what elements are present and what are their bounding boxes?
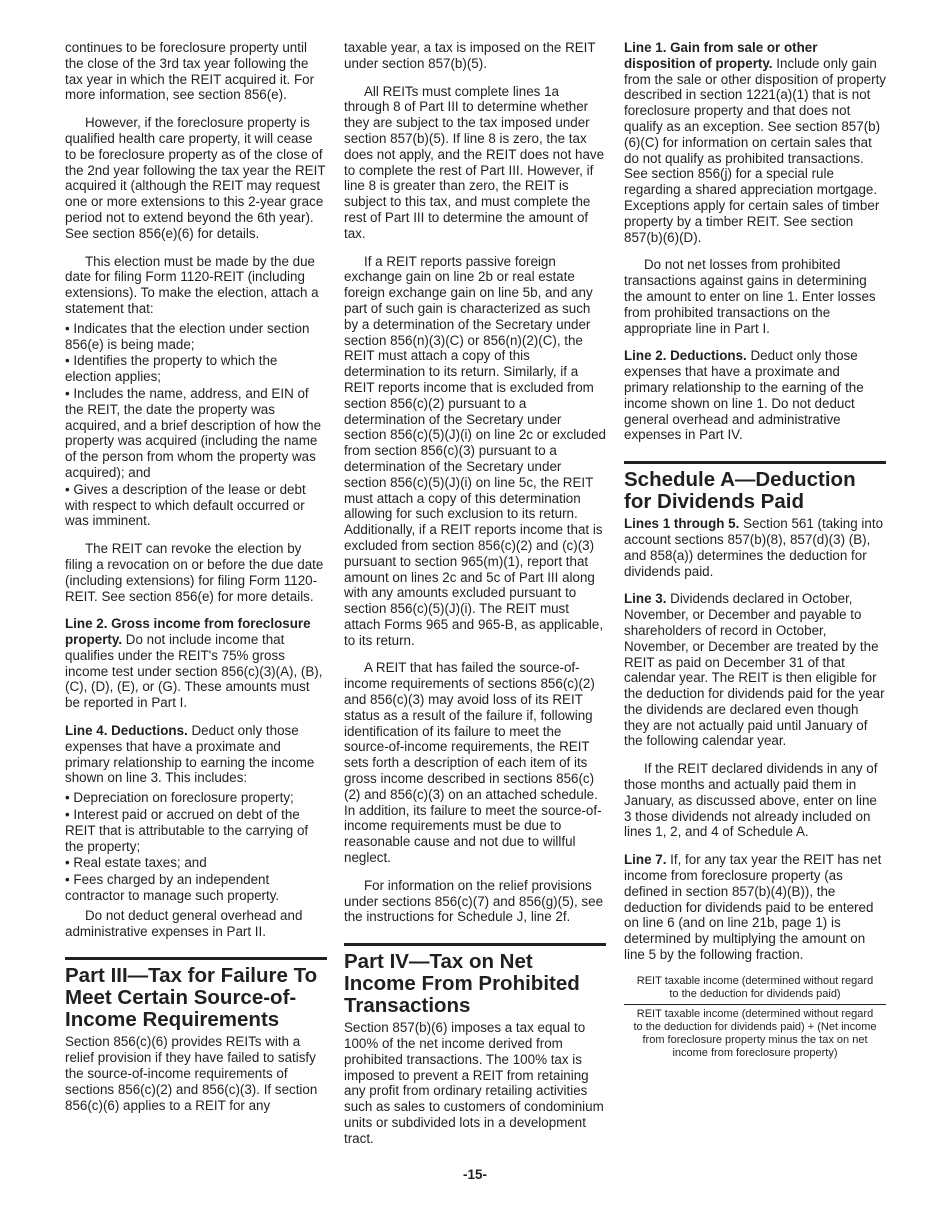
line-3-text: Dividends declared in October, November, or December and payable to shareholders of record in October, November, or December are treated by the REIT as paid on December 31 of that calendar year. The REIT is then eligible for the deduction for dividends paid for the year the dividends are declared even though they are not actually paid until January of the following calendar year. [624, 591, 885, 749]
line-4-paragraph [65, 723, 327, 786]
column-right [624, 40, 886, 1060]
paragraph: If the REIT declared dividends in any of those months and actually paid them in January, as discussed above, enter on line 3 those dividends not already included on lines 1, 2, and 4 of Schedule A. [624, 761, 878, 840]
line-2-text: Deduct only those expenses that have a proximate and primary relationship to the earning of the income shown on line 1. Do not deduct general overhead and administrative expenses in Part IV. [624, 348, 864, 443]
line-2-heading: Line 2. Gross income from foreclosure property. [65, 616, 311, 648]
bullet-item: • Depreciation on foreclosure property; [65, 790, 327, 806]
bullet-item: • Indicates that the election under section 856(e) is being made; [65, 321, 327, 353]
column-middle [344, 40, 606, 1159]
bullet-list [65, 790, 327, 904]
part-4-heading: Part IV—Tax on Net Income From Prohibited Transactions [344, 950, 580, 1018]
schedule-a-heading: Schedule A—Deduction for Dividends Paid [624, 468, 856, 514]
bullet-item: • Fees charged by an independent contractor to manage such property. [65, 872, 327, 904]
dividends-fraction [624, 975, 886, 1060]
bullet-list [65, 321, 327, 529]
bullet-item: • Includes the name, address, and EIN of the REIT, the date the property was acquired, and a brief description of how the property was acquired (including the name of the person from whom the property was acquired); and [65, 386, 327, 481]
section-rule [65, 957, 327, 960]
lines-1-5-text: Section 561 (taking into account sections 857(b)(8), 857(d)(3) (B), and 858(a)) determines the deduction for dividends paid. [624, 516, 884, 579]
paragraph: If a REIT reports passive foreign exchange gain on line 2b or real estate foreign exchange gain on line 5b, and any part of such gain is characterized as such by a determination of the Secretary under section 856(n)(3)(C) or 856(n)(2)(C), the REIT must attach a copy of this determination to its return. Similarly, if a REIT reports income that is excluded from section 856(c)(2) pursuant to a determination of the Secretary under section 856(c)(5)(J)(i) on line 2c or excluded from section 856(c)(3) pursuant to a determination of the Secretary under section 856(c)(5)(J)(i) on line 5c, the REIT must attach a copy of this determination allowing for such exclusion to its return. Additionally, if a REIT reports income that is excluded from section 856(c)(2) and (c)(3) pursuant to section 965(m)(1), report that amount on lines 2c and 5c of Part III along with any amounts excluded pursuant to section 856(c)(5)(J)(i). The REIT must attach Forms 965 and 965-B, as applicable, to its return. [344, 253, 606, 648]
part-3-heading: Part III—Tax for Failure To Meet Certain Source-of-Income Requirements [65, 964, 318, 1032]
paragraph: For information on the relief provisions under sections 856(c)(7) and 856(g)(5), see the instructions for Schedule J, line 2f. [344, 877, 604, 925]
line-3-paragraph [624, 591, 886, 749]
bullet-item: • Interest paid or accrued on debt of the REIT that is attributable to the carrying of the property; [65, 807, 327, 854]
paragraph: taxable year, a tax is imposed on the REIT under section 857(b)(5). [344, 40, 596, 71]
line-4-text: Deduct only those expenses that have a proximate and primary relationship to earning the income shown on line 3. This includes: [65, 723, 315, 786]
fraction-numerator: REIT taxable income (determined without regard to the deduction for dividends paid) [624, 975, 886, 1005]
section-rule [624, 461, 886, 464]
bullet-item: • Real estate taxes; and [65, 855, 327, 871]
line-2-paragraph [624, 348, 886, 443]
section-rule [344, 943, 606, 946]
lines-1-5-heading: Lines 1 through 5. [624, 516, 740, 532]
line-3-heading: Line 3. [624, 591, 667, 607]
fraction-denominator: REIT taxable income (determined without regard to the deduction for dividends paid) + (Net income from foreclosure property minus the tax on net income from foreclosure property) [633, 1007, 877, 1059]
line-4-heading: Line 4. Deductions. [65, 723, 188, 739]
paragraph: This election must be made by the due date for filing Form 1120-REIT (including extensions). To make the election, attach a statement that: [65, 253, 319, 316]
line-2-text: Do not include income that qualifies under the REIT's 75% gross income test under section 856(c)(3)(A), (B), (C), (D), (E), or (G). These amounts must be reported in Part I. [65, 632, 323, 711]
paragraph: All REITs must complete lines 1a through 8 of Part III to determine whether they are subject to the tax imposed under section 857(b)(5). If line 8 is zero, the tax does not apply, and the REIT does not have to complete the rest of Part III. However, if line 8 is greater than zero, the REIT is subject to this tax, and must complete the rest of Part III to determine the amount of tax. [344, 83, 605, 241]
paragraph: However, if the foreclosure property is qualified health care property, it will cease to be foreclosure property as of the close of the 2nd year following the tax year the REIT acquired it (although the REIT may request one or more extensions to this 2-year grace period not to extend beyond the 6th year). See section 856(e)(6) for details. [65, 115, 326, 241]
paragraph: Section 856(c)(6) provides REITs with a relief provision if they have failed to satisfy the source-of-income requirements of sections 856(c)(2) and 856(c)(3). If section 856(c)(6) applies to a REIT for any [65, 1034, 318, 1113]
paragraph: continues to be foreclosure property until the close of the 3rd tax year following the tax year in which the REIT acquired it. For more information, see section 856(e). [65, 40, 315, 103]
page-number: -15- [462, 1167, 487, 1182]
paragraph: Do not deduct general overhead and administrative expenses in Part II. [65, 907, 303, 939]
bullet-item: • Gives a description of the lease or debt with respect to which default occurred or was imminent. [65, 482, 327, 529]
paragraph: Section 857(b)(6) imposes a tax equal to 100% of the net income derived from prohibited transactions. The 100% tax is imposed to prevent a REIT from retaining any profit from ordinary retailing activities such as sales to customers of condominium units or subdivided lots in a development tract. [344, 1020, 604, 1146]
line-2-heading: Line 2. Deductions. [624, 348, 747, 364]
lines-1-5-paragraph [624, 516, 886, 579]
line-1-paragraph [624, 40, 886, 245]
paragraph: A REIT that has failed the source-of-income requirements of sections 856(c)(2) and 856(c)(3) may avoid loss of its REIT status as a result of the failure if, following identification of its failure to meet the source-of-income requirements, the REIT sets forth a description of each item of its gross income described in sections 856(c)(2) and 856(c)(3) on an attached schedule. In addition, its failure to meet the source-of-income requirements must be due to reasonable cause and not due to willful neglect. [344, 660, 602, 866]
line-7-paragraph [624, 852, 886, 963]
line-7-text: If, for any tax year the REIT has net income from foreclosure property (as defined in section 857(b)(4)(B)), the deduction for dividends paid to be entered on line 6 (and on line 21b, page 1) is determined by multiplying the amount on line 5 by the following fraction. [624, 852, 882, 963]
line-1-text: Include only gain from the sale or other disposition of property described in section 1221(a)(1) that is not foreclosure property and that does not qualify as an exception. See section 857(b)(6)(C) for information on certain sales that do not qualify as prohibited transactions. See section 856(j) for a special rule regarding a shared appreciation mortgage. Exceptions apply for certain sales of timber property by a timber REIT. See section 857(b)(6)(D). [624, 55, 886, 245]
column-left [65, 40, 327, 1125]
line-7-heading: Line 7. [624, 852, 667, 868]
line-1-heading: Line 1. Gain from sale or other disposition of property. [624, 40, 818, 71]
line-2-paragraph [65, 616, 327, 711]
paragraph: The REIT can revoke the election by filing a revocation on or before the due date (including extensions) for filing Form 1120-REIT. See section 856(e) for more details. [65, 541, 324, 604]
bullet-item: • Identifies the property to which the election applies; [65, 353, 327, 385]
paragraph: Do not net losses from prohibited transactions against gains in determining the amount to enter on line 1. Enter losses from prohibited transactions on the appropriate line in Part I. [624, 257, 876, 336]
